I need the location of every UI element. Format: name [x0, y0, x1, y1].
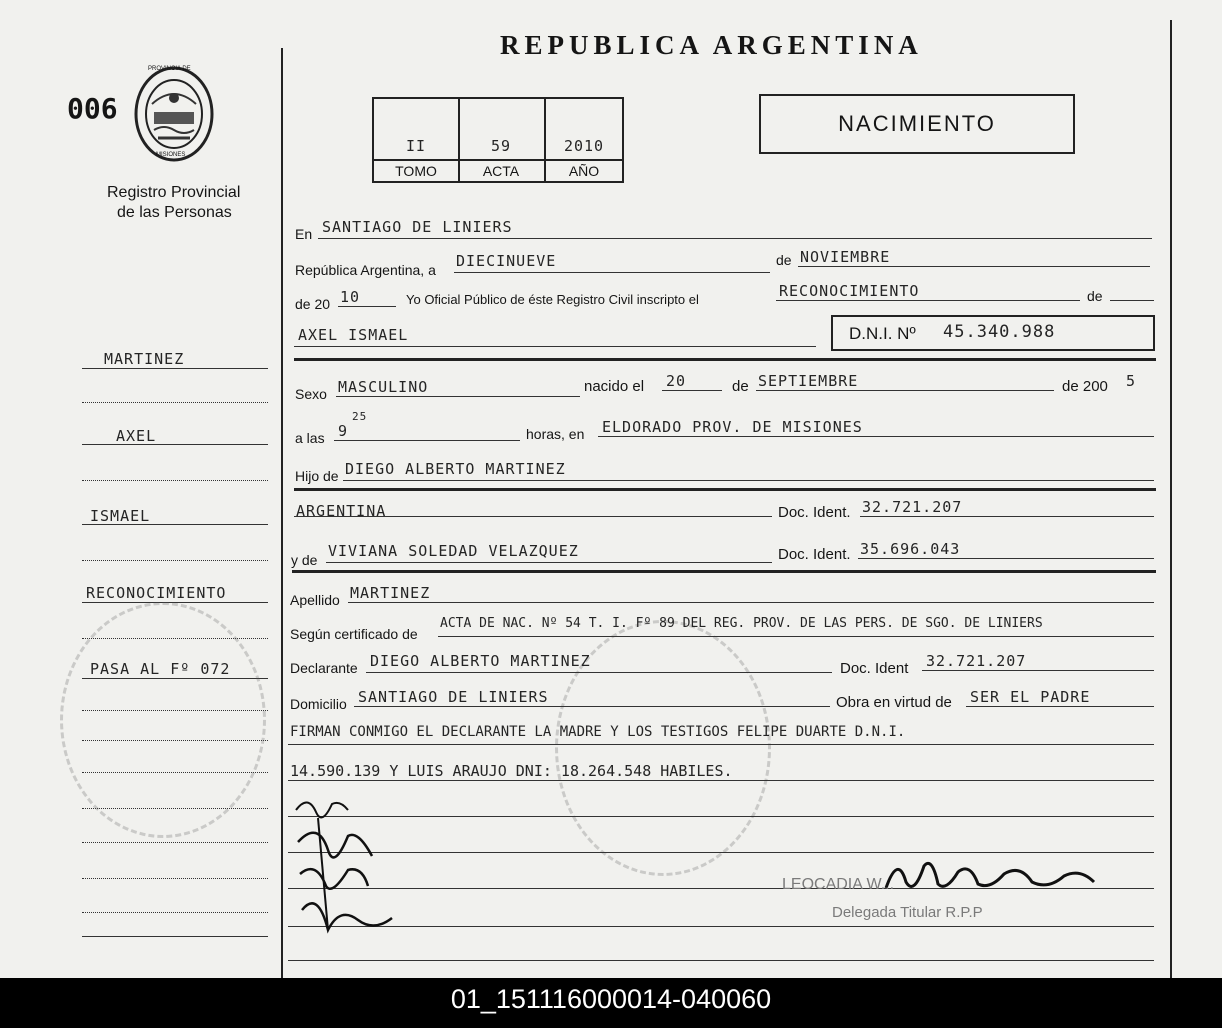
record-type-box: NACIMIENTO: [759, 94, 1075, 154]
segun-label: Según certificado de: [290, 626, 418, 642]
margin-note-transfer: PASA AL Fº 072: [90, 660, 231, 678]
left-border-line: [281, 48, 283, 978]
official-title-stamp: Delegada Titular R.P.P: [832, 904, 983, 921]
oficial-text: Yo Oficial Público de éste Registro Civil inscripto el: [406, 292, 699, 307]
official-signature-icon: [880, 852, 1100, 898]
domicilio-label: Domicilio: [290, 696, 347, 712]
segun-value: ACTA DE NAC. Nº 54 T. I. Fº 89 DEL REG. PROV. DE LAS PERS. DE SGO. DE LINIERS: [440, 616, 1043, 631]
page-title: REPUBLICA ARGENTINA: [500, 30, 923, 60]
obra-value: SER EL PADRE: [970, 688, 1091, 706]
dni-box: [831, 315, 1155, 351]
province-seal-icon: [132, 64, 216, 164]
domicilio-value: SANTIAGO DE LINIERS: [358, 688, 549, 706]
minutos-value: 25: [352, 410, 368, 423]
father-doc-value: 32.721.207: [862, 498, 963, 516]
mother-doc-value: 35.696.043: [860, 540, 961, 558]
left-stamp-icon: [60, 602, 266, 838]
margin-note-surname: MARTINEZ: [104, 350, 185, 368]
horas-en-label: horas, en: [526, 426, 585, 442]
apellido-value: MARTINEZ: [350, 584, 431, 602]
dni-value: 45.340.988: [943, 322, 1056, 342]
en-value: SANTIAGO DE LINIERS: [322, 218, 513, 236]
year-suffix-value: 10: [340, 288, 361, 306]
hora-value: 9: [338, 422, 349, 440]
father-nationality-value: ARGENTINA: [296, 502, 387, 520]
de-label: de: [776, 252, 792, 268]
document-id-footer: 01_151116000014-040060: [0, 978, 1222, 1028]
hijo-label: Hijo de: [295, 468, 339, 484]
official-name-stamp: LEOCADIA W...: [782, 876, 895, 893]
nacido-month-value: SEPTIEMBRE: [758, 372, 859, 390]
margin-note-first-name: AXEL: [116, 427, 157, 445]
doc-ident-label: Doc. Ident.: [778, 504, 851, 521]
document-number: 006: [67, 92, 118, 125]
seal-text-top: PROVINCIA DE: [148, 66, 191, 72]
record-box: [372, 97, 624, 183]
firman-line-2: 14.590.139 Y LUIS ARAUJO DNI: 18.264.548 HABILES.: [290, 762, 733, 780]
tomo-label: TOMO: [395, 163, 437, 179]
obra-label: Obra en virtud de: [836, 694, 952, 711]
en-label: En: [295, 226, 313, 242]
registry-name-line2: de las Personas: [117, 204, 232, 221]
father-name-value: DIEGO ALBERTO MARTINEZ: [345, 460, 566, 478]
nacido-label: nacido el: [584, 378, 645, 395]
witness-signatures-icon: [288, 790, 418, 940]
right-border-line: [1170, 20, 1172, 978]
declarante-label: Declarante: [290, 660, 358, 676]
firman-line-1: FIRMAN CONMIGO EL DECLARANTE LA MADRE Y LOS TESTIGOS FELIPE DUARTE D.N.I.: [290, 724, 906, 740]
sexo-value: MASCULINO: [338, 378, 429, 396]
dni-label: D.N.I. Nº: [849, 324, 916, 343]
de-label-3: de: [732, 378, 749, 395]
republica-label: República Argentina, a: [295, 262, 436, 278]
year-prefix-label: de 20: [295, 296, 331, 312]
de-year-label: de 200: [1062, 378, 1108, 395]
acta-value: 59: [490, 137, 512, 155]
sexo-label: Sexo: [295, 386, 327, 402]
apellido-label: Apellido: [290, 592, 340, 608]
acta-label: ACTA: [482, 163, 520, 179]
seal-text-bottom: MISIONES: [156, 152, 186, 158]
registry-name-line1: Registro Provincial: [107, 184, 241, 201]
day-value: DIECINUEVE: [456, 252, 557, 270]
declarante-value: DIEGO ALBERTO MARTINEZ: [370, 652, 591, 670]
anio-value: 2010: [563, 137, 605, 155]
mother-name-value: VIVIANA SOLEDAD VELAZQUEZ: [328, 542, 579, 560]
alas-label: a las: [295, 430, 325, 446]
yde-label: y de: [291, 552, 318, 568]
margin-note-act-type: RECONOCIMIENTO: [86, 584, 227, 602]
month-value: NOVIEMBRE: [800, 248, 891, 266]
declarante-doc-value: 32.721.207: [926, 652, 1027, 670]
doc-ident-label-3: Doc. Ident: [840, 660, 909, 677]
tomo-value: II: [405, 137, 427, 155]
de-label-2: de: [1087, 288, 1103, 304]
inscripto-value: RECONOCIMIENTO: [779, 282, 920, 300]
birthplace-value: ELDORADO PROV. DE MISIONES: [602, 418, 863, 436]
nacido-day-value: 20: [666, 372, 687, 390]
margin-note-second-name: ISMAEL: [90, 507, 151, 525]
nacido-year-suffix: 5: [1126, 372, 1137, 390]
anio-label: AÑO: [568, 163, 600, 179]
doc-ident-label-2: Doc. Ident.: [778, 546, 851, 563]
person-name-value: AXEL ISMAEL: [298, 326, 409, 344]
